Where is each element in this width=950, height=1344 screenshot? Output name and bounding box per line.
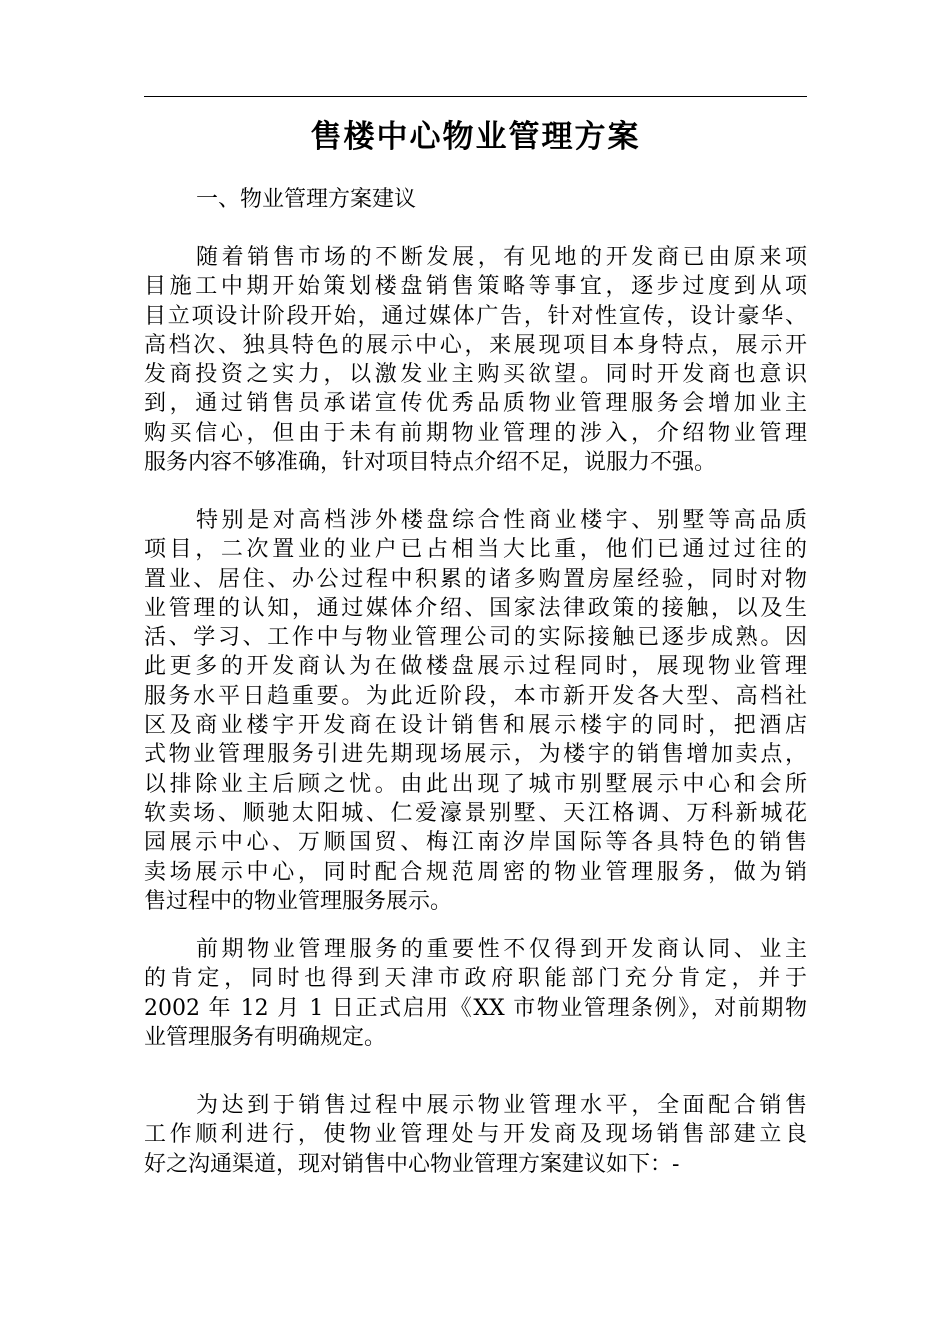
paragraph-line: 的肯定，同时也得到天津市政府职能部门充分肯定，并于 [144,966,807,992]
paragraph-line: 软卖场、顺驰太阳城、仁爱濠景别墅、天江格调、万科新城花 [144,800,807,826]
paragraph-line: 为达到于销售过程中展示物业管理水平，全面配合销售 [196,1093,807,1118]
paragraph-line: 发商投资之实力，以激发业主购买欲望。同时开发商也意识 [144,362,807,388]
paragraph-line: 前期物业管理服务的重要性不仅得到开发商认同、业主 [196,937,807,962]
paragraph-line: 项目，二次置业的业户已占相当大比重，他们已通过过往的 [144,537,807,563]
paragraph-line: 式物业管理服务引进先期现场展示，为楼宇的销售增加卖点， [144,742,807,768]
paragraph-3 [144,935,807,1052]
paragraph-line: 特别是对高档涉外楼盘综合性商业楼宇、别墅等高品质 [196,508,807,533]
paragraph-line: 服务内容不够准确，针对项目特点介绍不足，说服力不强。 [144,450,717,476]
paragraph-line: 业管理服务有明确规定。 [144,1024,387,1050]
paragraph-line: 此更多的开发商认为在做楼盘展示过程同时，展现物业管理 [144,654,807,680]
paragraph-line: 售过程中的物业管理服务展示。 [144,888,453,914]
paragraph-line: 到，通过销售员承诺宣传优秀品质物业管理服务会增加业主 [144,391,807,417]
paragraph-line: 活、学习、工作中与物业管理公司的实际接触已逐步成熟。因 [144,625,807,651]
paragraph-line: 目施工中期开始策划楼盘销售策略等事宜，逐步过度到从项 [144,274,807,300]
paragraph-line: 高档次、独具特色的展示中心，来展现项目本身特点，展示开 [144,332,807,358]
paragraph-line: 购买信心，但由于未有前期物业管理的涉入，介绍物业管理 [144,420,807,446]
document-title: 售楼中心物业管理方案 [310,119,641,155]
paragraph-line: 2002 年 12 月 1 日正式启用《XX 市物业管理条例》，对前期物 [144,995,807,1021]
paragraph-line: 以排除业主后顾之忧。由此出现了城市别墅展示中心和会所 [144,771,807,797]
paragraph-line: 置业、居住、办公过程中积累的诸多购置房屋经验，同时对物 [144,566,807,592]
paragraph-line: 卖场展示中心，同时配合规范周密的物业管理服务，做为销 [144,859,807,885]
section-heading: 一、物业管理方案建议 [196,187,417,212]
paragraph-2 [144,506,807,916]
paragraph-line: 随着销售市场的不断发展，有见地的开发商已由原来项 [196,245,807,270]
paragraph-line: 服务水平日趋重要。为此近阶段，本市新开发各大型、高档社 [144,683,807,709]
paragraph-1 [144,243,807,477]
paragraph-line: 目立项设计阶段开始，通过媒体广告，针对性宣传，设计豪华、 [144,303,807,329]
header-rule [144,96,807,97]
paragraph-line: 业管理的认知，通过媒体介绍、国家法律政策的接触，以及生 [144,595,807,621]
paragraph-4 [144,1091,807,1179]
paragraph-line: 工作顺利进行，使物业管理处与开发商及现场销售部建立良 [144,1122,807,1148]
paragraph-line: 园展示中心、万顺国贸、梅江南汐岸国际等各具特色的销售 [144,830,807,856]
paragraph-line: 好之沟通渠道，现对销售中心物业管理方案建议如下：- [144,1151,680,1177]
paragraph-line: 区及商业楼宇开发商在设计销售和展示楼宇的同时，把酒店 [144,713,807,739]
